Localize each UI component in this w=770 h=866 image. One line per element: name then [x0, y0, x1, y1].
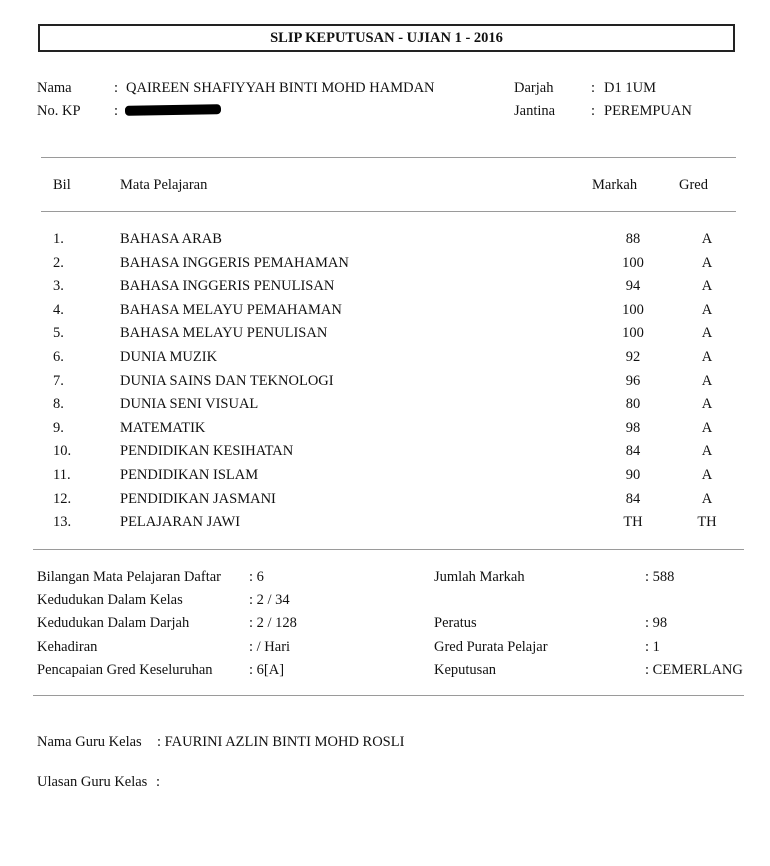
row-grade: A — [701, 396, 713, 413]
row-bil: 8. — [53, 396, 64, 413]
row-grade: A — [701, 490, 713, 507]
kp-label: No. KP — [37, 103, 81, 119]
row-bil: 5. — [53, 325, 64, 342]
darjah-value: D1 1UM — [604, 80, 656, 96]
row-mark: 96 — [625, 372, 641, 389]
row-grade: A — [701, 467, 713, 483]
row-mark: 100 — [622, 254, 644, 271]
divider-top — [41, 157, 736, 158]
summary-label: Kehadiran — [37, 639, 98, 655]
summary-value: : 6[A] — [249, 662, 285, 678]
row-grade: A — [701, 254, 713, 271]
row-subject: BAHASA INGGERIS PEMAHAMAN — [120, 254, 349, 271]
row-grade: A — [701, 372, 713, 389]
slip-title — [38, 24, 735, 52]
table-row — [0, 467, 770, 491]
summary-value: : 1 — [645, 639, 660, 655]
row-bil: 3. — [53, 278, 64, 295]
row-mark: 84 — [625, 443, 641, 460]
header-bil: Bil — [53, 177, 71, 193]
row-grade: TH — [697, 514, 717, 531]
row-mark: 90 — [625, 467, 641, 483]
row-grade: A — [701, 301, 713, 318]
nama-colon: : — [114, 80, 119, 96]
row-bil: 6. — [53, 349, 64, 365]
table-row — [0, 514, 770, 538]
summary-label: Peratus — [434, 615, 477, 631]
row-subject: PENDIDIKAN KESIHATAN — [120, 443, 294, 460]
row-grade: A — [701, 419, 713, 436]
slip-title-text: SLIP KEPUTUSAN - UJIAN 1 - 2016 — [270, 29, 503, 46]
row-subject: DUNIA SENI VISUAL — [120, 396, 259, 413]
summary-value: : / Hari — [249, 639, 291, 655]
row-bil: 13. — [53, 514, 72, 531]
divider-table-bottom — [33, 549, 744, 550]
divider-header — [41, 211, 736, 212]
table-row — [0, 373, 770, 397]
summary-value: : 6 — [249, 569, 264, 585]
row-subject: BAHASA ARAB — [120, 231, 222, 247]
header-mark: Markah — [592, 177, 638, 193]
nama-label: Nama — [37, 80, 72, 96]
divider-summary-bottom — [33, 695, 744, 696]
table-row — [0, 491, 770, 515]
table-row — [0, 325, 770, 349]
header-subject: Mata Pelajaran — [120, 177, 208, 193]
row-mark: 94 — [625, 278, 641, 295]
table-row — [0, 302, 770, 326]
teacher-name-label: Nama Guru Kelas — [37, 734, 142, 750]
table-row — [0, 396, 770, 420]
row-subject: MATEMATIK — [120, 419, 206, 436]
table-row — [0, 255, 770, 279]
teacher-name-value: : FAURINI AZLIN BINTI MOHD ROSLI — [157, 734, 405, 750]
row-bil: 9. — [53, 419, 64, 436]
row-mark: 98 — [625, 419, 641, 436]
summary-value: : CEMERLANG — [645, 662, 743, 678]
row-subject: PELAJARAN JAWI — [120, 514, 241, 531]
row-mark: 84 — [625, 490, 641, 507]
summary-label: Jumlah Markah — [434, 569, 525, 585]
row-mark: 80 — [625, 396, 641, 413]
row-subject: BAHASA INGGERIS PENULISAN — [120, 278, 335, 295]
summary-label: Kedudukan Dalam Darjah — [37, 615, 190, 631]
kp-colon: : — [114, 103, 119, 119]
row-bil: 4. — [53, 301, 64, 318]
row-grade: A — [701, 325, 713, 342]
row-subject: BAHASA MELAYU PEMAHAMAN — [120, 301, 342, 318]
table-row — [0, 231, 770, 255]
row-subject: PENDIDIKAN JASMANI — [120, 490, 276, 507]
summary-label: Keputusan — [434, 662, 497, 678]
teacher-comment-label: Ulasan Guru Kelas — [37, 774, 148, 790]
row-grade: A — [701, 231, 713, 247]
darjah-colon: : — [591, 80, 596, 96]
row-mark: 100 — [622, 325, 644, 342]
row-bil: 12. — [53, 490, 72, 507]
row-grade: A — [701, 278, 713, 295]
row-subject: PENDIDIKAN ISLAM — [120, 467, 259, 483]
table-row — [0, 420, 770, 444]
row-bil: 7. — [53, 372, 64, 389]
table-row — [0, 278, 770, 302]
row-bil: 2. — [53, 254, 64, 271]
table-row — [0, 443, 770, 467]
row-subject: DUNIA SAINS DAN TEKNOLOGI — [120, 372, 334, 389]
jantina-value: PEREMPUAN — [604, 103, 692, 119]
row-subject: DUNIA MUZIK — [120, 349, 218, 365]
darjah-label: Darjah — [514, 80, 554, 96]
jantina-label: Jantina — [514, 103, 556, 119]
teacher-comment-value: : — [156, 774, 161, 790]
summary-value: : 588 — [645, 569, 675, 585]
kp-redaction — [125, 104, 221, 116]
row-bil: 1. — [53, 231, 64, 247]
nama-value: QAIREEN SHAFIYYAH BINTI MOHD HAMDAN — [126, 80, 435, 96]
row-grade: A — [701, 443, 713, 460]
header-grade: Gred — [679, 177, 708, 193]
row-mark: 88 — [625, 231, 641, 247]
summary-value: : 2 / 34 — [249, 592, 290, 608]
row-grade: A — [701, 349, 713, 365]
summary-label: Pencapaian Gred Keseluruhan — [37, 662, 213, 678]
row-subject: BAHASA MELAYU PENULISAN — [120, 325, 328, 342]
row-bil: 11. — [53, 467, 71, 483]
summary-value: : 2 / 128 — [249, 615, 297, 631]
row-mark: 92 — [625, 349, 641, 365]
summary-value: : 98 — [645, 615, 668, 631]
table-row — [0, 349, 770, 373]
row-mark: TH — [623, 514, 643, 531]
summary-label: Kedudukan Dalam Kelas — [37, 592, 183, 608]
row-bil: 10. — [53, 443, 72, 460]
row-mark: 100 — [622, 301, 644, 318]
summary-label: Bilangan Mata Pelajaran Daftar — [37, 569, 221, 585]
jantina-colon: : — [591, 103, 596, 119]
summary-label: Gred Purata Pelajar — [434, 639, 548, 655]
